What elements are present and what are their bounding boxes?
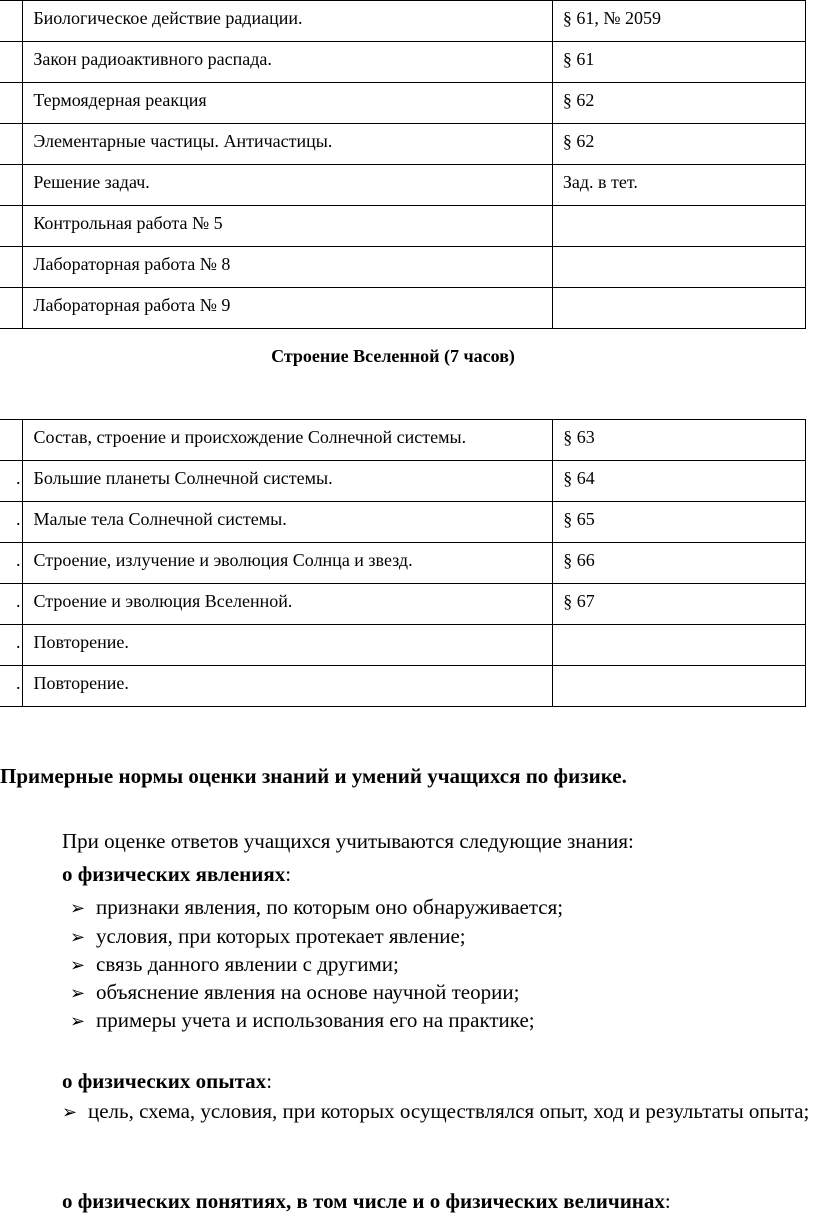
table-row	[0, 584, 806, 625]
homework-ref: § 66	[553, 543, 806, 584]
table-row	[0, 1, 806, 42]
topics-table-2	[0, 419, 806, 707]
list-item: ➢ объяснение явления на основе научной теории;	[70, 980, 520, 1004]
table-row	[0, 247, 806, 288]
lesson-topic: Малые тела Солнечной системы.	[23, 502, 553, 543]
row-number	[0, 247, 23, 288]
experiments-item: ➢ цель, схема, условия, при которых осуществлялся опыт, ход и результаты опыта;	[0, 1096, 814, 1127]
homework-ref	[553, 625, 806, 666]
phenomena-heading	[62, 861, 291, 887]
row-number	[0, 83, 23, 124]
table-row	[0, 461, 806, 502]
norms-heading: Примерные нормы оценки знаний и умений учащихся по физике.	[0, 764, 627, 788]
lesson-topic: Термоядерная реакция	[23, 83, 553, 124]
row-number	[0, 206, 23, 247]
experiments-heading	[62, 1068, 272, 1094]
colon: :	[266, 1069, 273, 1093]
lesson-topic: Элементарные частицы. Античастицы.	[23, 124, 553, 165]
lesson-topic: Решение задач.	[23, 165, 553, 206]
lesson-topic: Лабораторная работа № 9	[23, 288, 553, 329]
table-row	[0, 83, 806, 124]
table-row	[0, 124, 806, 165]
norms-intro: При оценке ответов учащихся учитываются следующие знания:	[62, 829, 634, 853]
section-title: Строение Вселенной (7 часов)	[271, 346, 515, 366]
lesson-topic: Повторение.	[23, 666, 553, 707]
row-number	[0, 288, 23, 329]
row-number: .	[0, 666, 23, 707]
arrow-bullet-icon: ➢	[70, 927, 86, 947]
lesson-topic: Биологическое действие радиации.	[23, 1, 553, 42]
lesson-topic: Закон радиоактивного распада.	[23, 42, 553, 83]
list-item: ➢ связь данного явлении с другими;	[70, 952, 399, 976]
row-number: .	[0, 543, 23, 584]
homework-ref: § 61, № 2059	[552, 1, 805, 42]
list-item: ➢ признаки явления, по которым оно обнаруживается;	[70, 895, 564, 919]
table-row	[0, 502, 806, 543]
phenomena-label: о физических явлениях	[62, 862, 286, 886]
arrow-bullet-icon: ➢	[70, 955, 86, 975]
row-number	[0, 420, 23, 461]
lesson-topic: Большие планеты Солнечной системы.	[23, 461, 553, 502]
homework-ref: § 61	[552, 42, 805, 83]
row-number	[0, 1, 23, 42]
homework-ref: § 63	[553, 420, 806, 461]
homework-ref	[552, 206, 805, 247]
lesson-topic: Состав, строение и происхождение Солнечной системы.	[23, 420, 553, 461]
arrow-bullet-icon: ➢	[70, 983, 86, 1003]
homework-ref	[552, 247, 805, 288]
lesson-topic: Строение, излучение и эволюция Солнца и звезд.	[23, 543, 553, 584]
arrow-bullet-icon: ➢	[62, 1102, 78, 1122]
row-number: .	[0, 502, 23, 543]
homework-ref: § 62	[552, 83, 805, 124]
table-row	[0, 165, 806, 206]
arrow-bullet-icon: ➢	[70, 898, 86, 918]
homework-ref	[553, 666, 806, 707]
lesson-topic: Повторение.	[23, 625, 553, 666]
table-row	[0, 206, 806, 247]
homework-ref: § 62	[552, 124, 805, 165]
concepts-heading	[62, 1188, 671, 1214]
row-number	[0, 42, 23, 83]
row-number: .	[0, 461, 23, 502]
table-row	[0, 288, 806, 329]
experiments-label: о физических опытах	[62, 1069, 267, 1093]
colon: :	[664, 1189, 671, 1213]
list-item: ➢ условия, при которых протекает явление;	[70, 924, 466, 948]
table-row	[0, 420, 806, 461]
homework-ref	[552, 288, 805, 329]
homework-ref: § 65	[553, 502, 806, 543]
lesson-topic: Контрольная работа № 5	[23, 206, 553, 247]
table-row	[0, 543, 806, 584]
homework-ref: § 67	[553, 584, 806, 625]
row-number: .	[0, 625, 23, 666]
colon: :	[285, 862, 292, 886]
homework-ref: Зад. в тет.	[552, 165, 805, 206]
row-number	[0, 124, 23, 165]
table-row	[0, 42, 806, 83]
topics-table-1	[0, 0, 806, 329]
row-number: .	[0, 584, 23, 625]
concepts-label: о физических понятиях, в том числе и о физических величинах	[62, 1189, 665, 1213]
lesson-topic: Строение и эволюция Вселенной.	[23, 584, 553, 625]
table-row	[0, 625, 806, 666]
list-item: ➢ примеры учета и использования его на практике;	[70, 1008, 535, 1032]
homework-ref: § 64	[553, 461, 806, 502]
lesson-topic: Лабораторная работа № 8	[23, 247, 553, 288]
table-row	[0, 666, 806, 707]
arrow-bullet-icon: ➢	[70, 1011, 86, 1031]
row-number	[0, 165, 23, 206]
